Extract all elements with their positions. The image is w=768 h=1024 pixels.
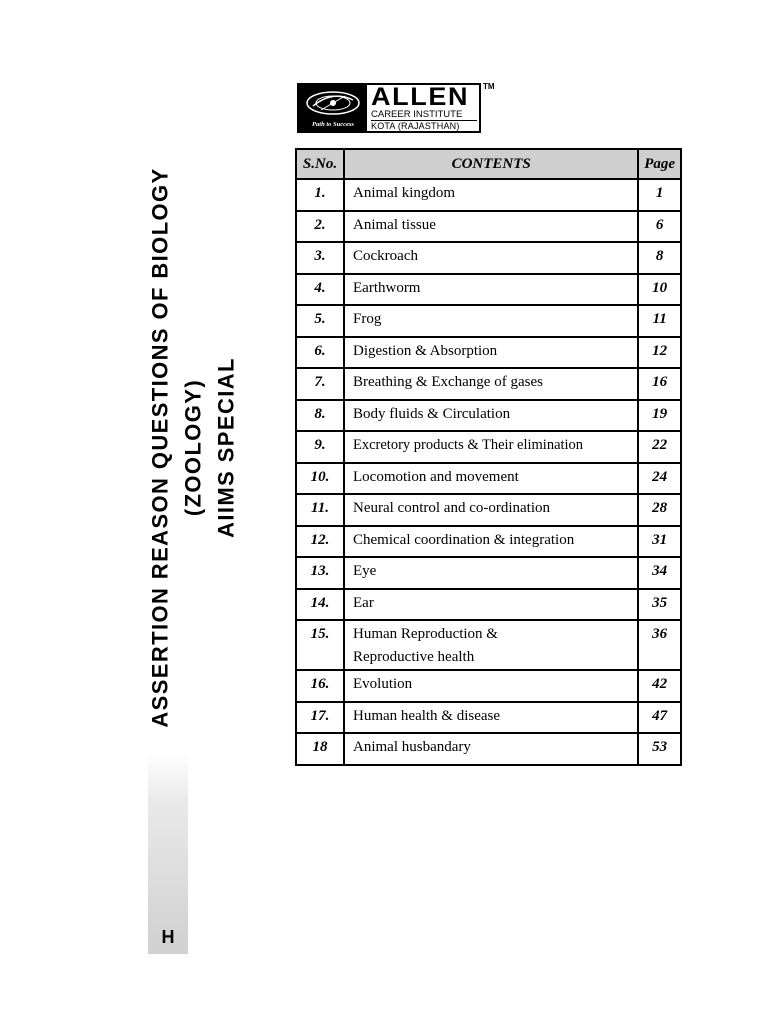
row-sno: 3. bbox=[296, 242, 344, 274]
table-row bbox=[296, 494, 681, 526]
row-title: Cockroach bbox=[344, 242, 638, 274]
row-page: 34 bbox=[638, 557, 681, 589]
header-contents: CONTENTS bbox=[344, 149, 638, 179]
row-page: 28 bbox=[638, 494, 681, 526]
table-row bbox=[296, 702, 681, 734]
table-row bbox=[296, 400, 681, 432]
header-sno: S.No. bbox=[296, 149, 344, 179]
row-sno: 4. bbox=[296, 274, 344, 306]
row-sno: 17. bbox=[296, 702, 344, 734]
row-page: 31 bbox=[638, 526, 681, 558]
row-page: 1 bbox=[638, 179, 681, 211]
logo-name: ALLEN bbox=[371, 83, 470, 111]
row-sno: 15. bbox=[296, 620, 344, 670]
row-title: Body fluids & Circulation bbox=[344, 400, 638, 432]
row-title: Animal kingdom bbox=[344, 179, 638, 211]
row-sno: 1. bbox=[296, 179, 344, 211]
logo-emblem bbox=[299, 85, 367, 131]
row-page: 11 bbox=[638, 305, 681, 337]
row-sno: 2. bbox=[296, 211, 344, 243]
table-row bbox=[296, 557, 681, 589]
table-row bbox=[296, 463, 681, 495]
row-title: Human Reproduction & Reproductive health bbox=[344, 620, 638, 670]
table-header-row bbox=[296, 149, 681, 179]
row-title: Human health & disease bbox=[344, 702, 638, 734]
row-title: Chemical coordination & integration bbox=[344, 526, 638, 558]
table-row bbox=[296, 733, 681, 765]
row-sno: 6. bbox=[296, 337, 344, 369]
row-title: Neural control and co-ordination bbox=[344, 494, 638, 526]
row-sno: 14. bbox=[296, 589, 344, 621]
row-title: Frog bbox=[344, 305, 638, 337]
table-row bbox=[296, 242, 681, 274]
contents-table bbox=[295, 148, 682, 766]
row-sno: 5. bbox=[296, 305, 344, 337]
row-title: Breathing & Exchange of gases bbox=[344, 368, 638, 400]
logo-text bbox=[367, 85, 479, 131]
row-sno: 11. bbox=[296, 494, 344, 526]
header-page: Page bbox=[638, 149, 681, 179]
row-sno: 7. bbox=[296, 368, 344, 400]
logo-emblem-icon bbox=[303, 88, 363, 118]
title-line-2: (ZOOLOGY) bbox=[180, 378, 206, 517]
section-letter: H bbox=[161, 927, 175, 947]
table-row bbox=[296, 589, 681, 621]
logo-location: KOTA (RAJASTHAN) bbox=[371, 121, 460, 131]
table-row bbox=[296, 305, 681, 337]
document-title bbox=[144, 128, 243, 768]
row-page: 8 bbox=[638, 242, 681, 274]
table-row bbox=[296, 179, 681, 211]
table-row bbox=[296, 431, 681, 463]
row-sno: 8. bbox=[296, 400, 344, 432]
row-sno: 10. bbox=[296, 463, 344, 495]
row-sno: 18 bbox=[296, 733, 344, 765]
row-page: 10 bbox=[638, 274, 681, 306]
row-sno: 16. bbox=[296, 670, 344, 702]
title-line-1: ASSERTION REASON QUESTIONS OF BIOLOGY bbox=[147, 167, 173, 728]
row-page: 53 bbox=[638, 733, 681, 765]
allen-logo bbox=[297, 83, 481, 133]
row-title: Animal husbandary bbox=[344, 733, 638, 765]
logo-tagline: Path to Success bbox=[312, 121, 354, 128]
trademark-mark: TM bbox=[483, 82, 495, 91]
table-row bbox=[296, 368, 681, 400]
row-title: Locomotion and movement bbox=[344, 463, 638, 495]
row-page: 12 bbox=[638, 337, 681, 369]
row-title: Digestion & Absorption bbox=[344, 337, 638, 369]
table-row bbox=[296, 670, 681, 702]
row-title: Evolution bbox=[344, 670, 638, 702]
row-page: 36 bbox=[638, 620, 681, 670]
row-page: 19 bbox=[638, 400, 681, 432]
table-row bbox=[296, 211, 681, 243]
row-title: Ear bbox=[344, 589, 638, 621]
row-title: Excretory products & Their elimination bbox=[344, 431, 638, 463]
row-page: 35 bbox=[638, 589, 681, 621]
row-page: 16 bbox=[638, 368, 681, 400]
row-title: Earthworm bbox=[344, 274, 638, 306]
logo-subtitle: CAREER INSTITUTE bbox=[371, 109, 477, 121]
row-page: 22 bbox=[638, 431, 681, 463]
row-sno: 9. bbox=[296, 431, 344, 463]
contents-body bbox=[296, 179, 681, 765]
row-page: 42 bbox=[638, 670, 681, 702]
title-line-3: AIIMS SPECIAL bbox=[213, 357, 239, 538]
row-sno: 12. bbox=[296, 526, 344, 558]
row-title: Animal tissue bbox=[344, 211, 638, 243]
table-row bbox=[296, 620, 681, 670]
table-row bbox=[296, 337, 681, 369]
row-page: 47 bbox=[638, 702, 681, 734]
row-page: 6 bbox=[638, 211, 681, 243]
row-page: 24 bbox=[638, 463, 681, 495]
row-sno: 13. bbox=[296, 557, 344, 589]
row-title: Eye bbox=[344, 557, 638, 589]
table-row bbox=[296, 526, 681, 558]
table-row bbox=[296, 274, 681, 306]
